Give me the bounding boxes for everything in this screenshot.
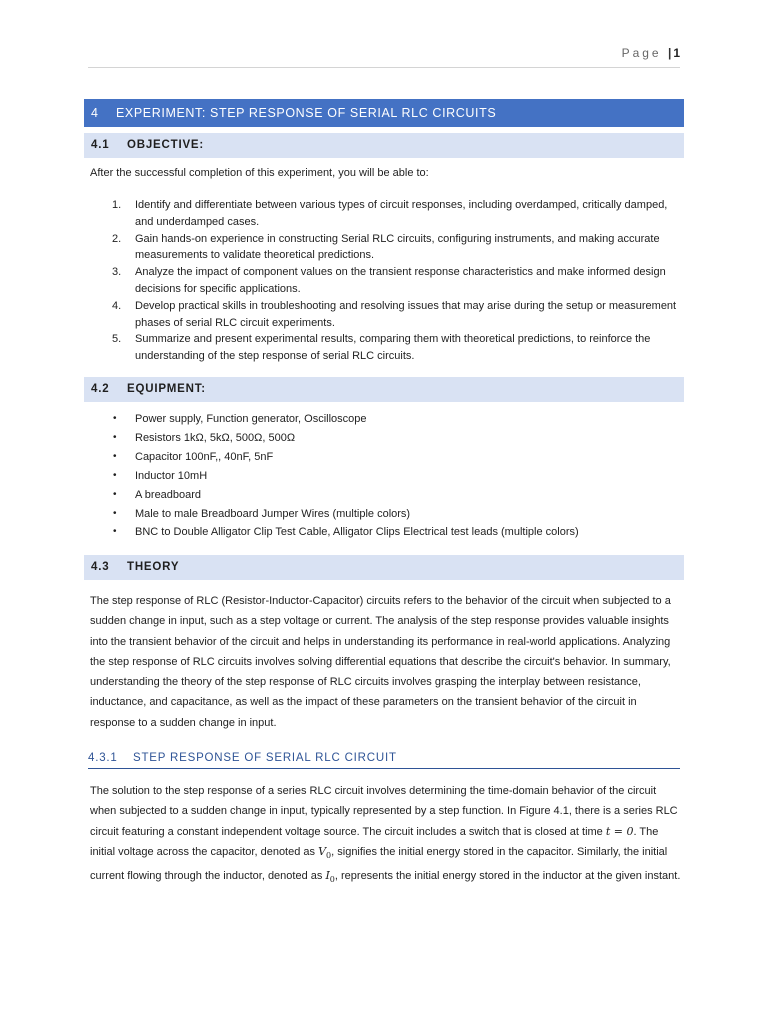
subsection-number: 4.3.1 [88, 752, 118, 764]
page-separator: | [667, 46, 672, 60]
theory-number: 4.3 [91, 561, 110, 573]
bullet-icon: • [113, 526, 117, 538]
section-heading [84, 99, 684, 127]
list-item: • Resistors 1kΩ, 5kΩ, 500Ω, 500Ω [90, 429, 680, 448]
list-item: 1. Identify and differentiate between various types of circuit responses, including overdamped, critically damped, and underdamped cases. [112, 199, 668, 228]
list-item: 5. Summarize and present experimental results, comparing them with theoretical predictions, to reinforce the understanding of the step response of serial RLC circuits. [112, 333, 651, 363]
bullet-icon: • [113, 431, 117, 443]
equipment-heading [84, 377, 684, 402]
objective-number: 4.1 [91, 139, 110, 151]
objective-heading [84, 133, 684, 158]
page-header [88, 46, 680, 68]
list-item: 3. Analyze the impact of component values on the transient response characteristics and make informed design decisions for specific applications. [112, 266, 666, 295]
math-v0: $V_0$ [318, 844, 332, 861]
figure-reference: Figure 4.1 [519, 805, 569, 818]
math-i0: $I_0$ [325, 869, 335, 885]
subsection-title: STEP RESPONSE OF SERIAL RLC CIRCUIT [133, 752, 397, 764]
bullet-icon: • [113, 413, 117, 424]
theory-title: THEORY [127, 561, 180, 573]
list-item: • A breadboard [90, 486, 680, 505]
theory-paragraph: The step response of RLC (Resistor-Inductor-Capacitor) circuits refers to the behavior of the circuit when subjected to a sudden change in input, such as a step voltage or current. The analysis of the step response provides valuable insights into the transient behavior of the circuit and helps in understanding its performance in real-world applications. Analyzing the step response of RLC circuits involves solving differential equations that describe the circuit's behavior. In summary, understanding the theory of the step response of RLC circuits involves grasping the interplay between resistance, inductance, and capacitance, as well as the impact of these parameters on the transient behavior of the circuit in response to a sudden change in input. [90, 595, 671, 729]
list-item: • BNC to Double Alligator Clip Test Cable, Alligator Clips Electrical test leads (multiple colors) [90, 523, 680, 542]
equipment-list [90, 410, 680, 542]
equipment-number: 4.2 [91, 383, 110, 395]
subsection-paragraph: The solution to the step response of a series RLC circuit involves determining the time-domain behavior of the circuit when subjected to a sudden change in input, typically represented by a step function. In Figure 4.1, there is a series RLC circuit featuring a constant independent voltage source. The circuit includes a switch that is closed at time t = 0. The initial voltage across the capacitor, denoted as $V_0$, signifies the initial energy stored in the capacitor. Similarly, the initial current flowing through the inductor, denoted as $I_0$, represents the initial energy stored in the inductor at the given instant. [90, 785, 681, 885]
page-label: Page [621, 46, 662, 60]
objective-intro: After the successful completion of this experiment, you will be able to: [90, 167, 429, 179]
list-item: 2. Gain hands-on experience in constructing Serial RLC circuits, configuring instruments, and making accurate measurements to validate theoretical predictions. [112, 232, 660, 262]
list-item: • Capacitor 100nF,, 40nF, 5nF [90, 448, 680, 467]
list-item: • Power supply, Function generator, Oscilloscope [90, 410, 680, 429]
objective-list [90, 197, 680, 365]
bullet-icon: • [113, 507, 117, 519]
objective-title: OBJECTIVE: [127, 139, 205, 151]
bullet-icon: • [113, 469, 117, 481]
bullet-icon: • [113, 488, 117, 500]
math-time: t = 0 [605, 824, 634, 838]
list-item: • Inductor 10mH [90, 467, 680, 486]
list-item: 4. Develop practical skills in troubleshooting and resolving issues that may arise during the setup or measurement phases of serial RLC circuit experiments. [112, 299, 677, 329]
list-item: • Male to male Breadboard Jumper Wires (multiple colors) [90, 505, 680, 524]
theory-heading [84, 555, 684, 580]
section-title: EXPERIMENT: STEP RESPONSE OF SERIAL RLC CIRCUITS [116, 106, 497, 120]
equipment-title: EQUIPMENT: [127, 383, 206, 395]
subsection-heading [88, 752, 680, 769]
page-number: 1 [673, 46, 680, 60]
bullet-icon: • [113, 450, 117, 462]
section-number: 4 [91, 106, 99, 120]
